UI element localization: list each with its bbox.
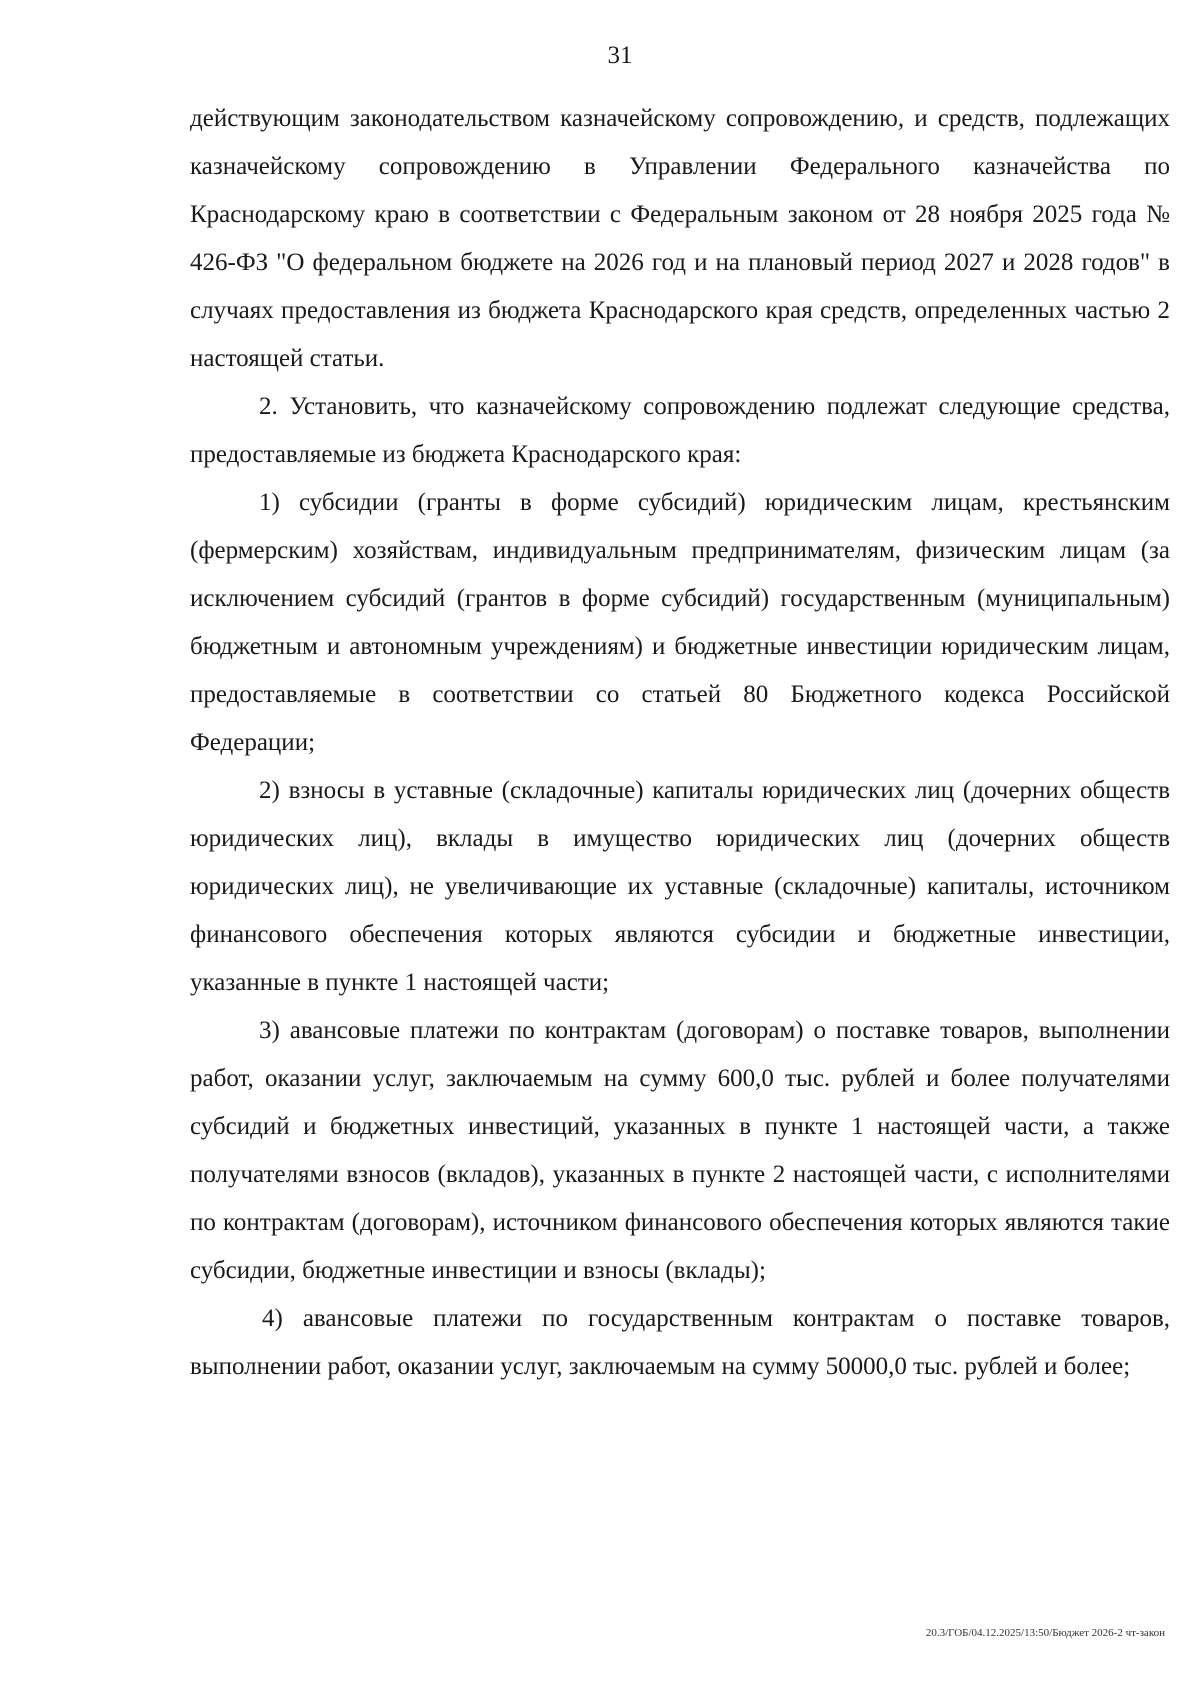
- paragraph-continuation: действующим законодательством казначейскому сопровождению, и средств, подлежащих казначейскому сопровождению в Управлении Федерального казначейства по Краснодарскому краю в соответствии с Федеральным законом от 28 ноября 2025 года № 426-ФЗ "О федеральном бюджете на 2026 год и на плановый период 2027 и 2028 годов" в случаях предоставления из бюджета Краснодарского края средств, определенных частью 2 настоящей статьи.: [190, 105, 1170, 372]
- document-body: [190, 95, 1170, 1391]
- list-item-3: 3) авансовые платежи по контрактам (договорам) о поставке товаров, выполнении работ, оказании услуг, заключаемым на сумму 600,0 тыс. рублей и более получателями субсидий и бюджетных инвестиций, указанных в пункте 1 настоящей части, а также получателями взносов (вкладов), указанных в пункте 2 настоящей части, с исполнителями по контрактам (договорам), источником финансового обеспечения которых являются такие субсидии, бюджетные инвестиции и взносы (вклады);: [190, 1017, 1170, 1284]
- list-item-1: 1) субсидии (гранты в форме субсидий) юридическим лицам, крестьянским (фермерским) хозяйствам, индивидуальным предпринимателям, физическим лицам (за исключением субсидий (грантов в форме субсидий) государственным (муниципальным) бюджетным и автономным учреждениям) и бюджетные инвестиции юридическим лицам, предоставляемые в соответствии со статьей 80 Бюджетного кодекса Российской Федерации;: [190, 489, 1170, 756]
- paragraph-part-2: 2. Установить, что казначейскому сопровождению подлежат следующие средства, предоставляемые из бюджета Краснодарского края:: [190, 393, 1170, 468]
- document-footer-stamp: 20.3/ГОБ/04.12.2025/13:50/Бюджет 2026-2 чт-закон: [925, 1627, 1165, 1639]
- list-item-2: 2) взносы в уставные (складочные) капиталы юридических лиц (дочерних обществ юридических лиц), вклады в имущество юридических лиц (дочерних обществ юридических лиц), не увеличивающие их уставные (складочные) капиталы, источником финансового обеспечения которых являются субсидии и бюджетные инвестиции, указанные в пункте 1 настоящей части;: [190, 777, 1170, 996]
- list-item-4: 4) авансовые платежи по государственным контрактам о поставке товаров, выполнении работ, оказании услуг, заключаемым на сумму 50000,0 тыс. рублей и более;: [190, 1305, 1170, 1380]
- page-number: 31: [607, 42, 633, 69]
